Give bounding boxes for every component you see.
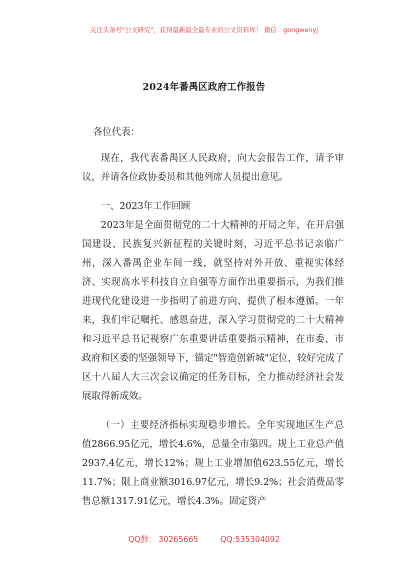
document-title: 2024年番禺区政府工作报告 <box>142 82 266 93</box>
footer-contact <box>0 534 408 545</box>
review-paragraph: 2023年是全面贯彻党的二十大精神的开局之年，在开启强国建设、民族复兴新征程的关键时刻，习近平总书记亲临广州，深入番禺企业车间一线，就坚持对外开放、重视实体经济、实现高水平科技自立自强等方面作出重要指示，为我们推进现代化建设进一步指明了前进方向、提供了根本遵循。一年来，我们牢记嘱托、感恩奋进，深入学习贯彻党的二十大精神和习近平总书记视察广东重要讲话重要指示精神，在市委、市政府和区委的坚强领导下，锚定"智造创新城"定位，较好完成了区十八届人大三次会议确定的任务目标，全力推动经济社会发展取得新成效。 <box>82 220 344 402</box>
section-heading: 一、2023年工作回顾 <box>100 201 191 212</box>
qq-contact: QQ:535304092 <box>220 535 280 544</box>
economy-paragraph: （一）主要经济指标实现稳步增长。全年实现地区生产总值2866.95亿元，增长4.6%，总量全市第四。规上工业总产值2937.4亿元，增长12%；规上工业增加值623.55亿元，增长11.7%；限上商业额3016.97亿元，增长9.2%；社会消费品零售总额1317.91亿元，增长4.3%。固定资产 <box>82 420 344 507</box>
qq-group: QQ群： 30265665 <box>128 535 199 544</box>
intro-paragraph: 现在，我代表番禺区人民政府，向大会报告工作，请予审议，并请各位政协委员和其他列席人员提出意见。 <box>82 153 344 183</box>
salutation: 各位代表： <box>93 127 140 138</box>
document-body <box>82 123 344 511</box>
header-banner: 关注头条号"公文研究"，获得最新最全最专业的公文资料库！ 微信：gongwenyj <box>89 26 319 34</box>
